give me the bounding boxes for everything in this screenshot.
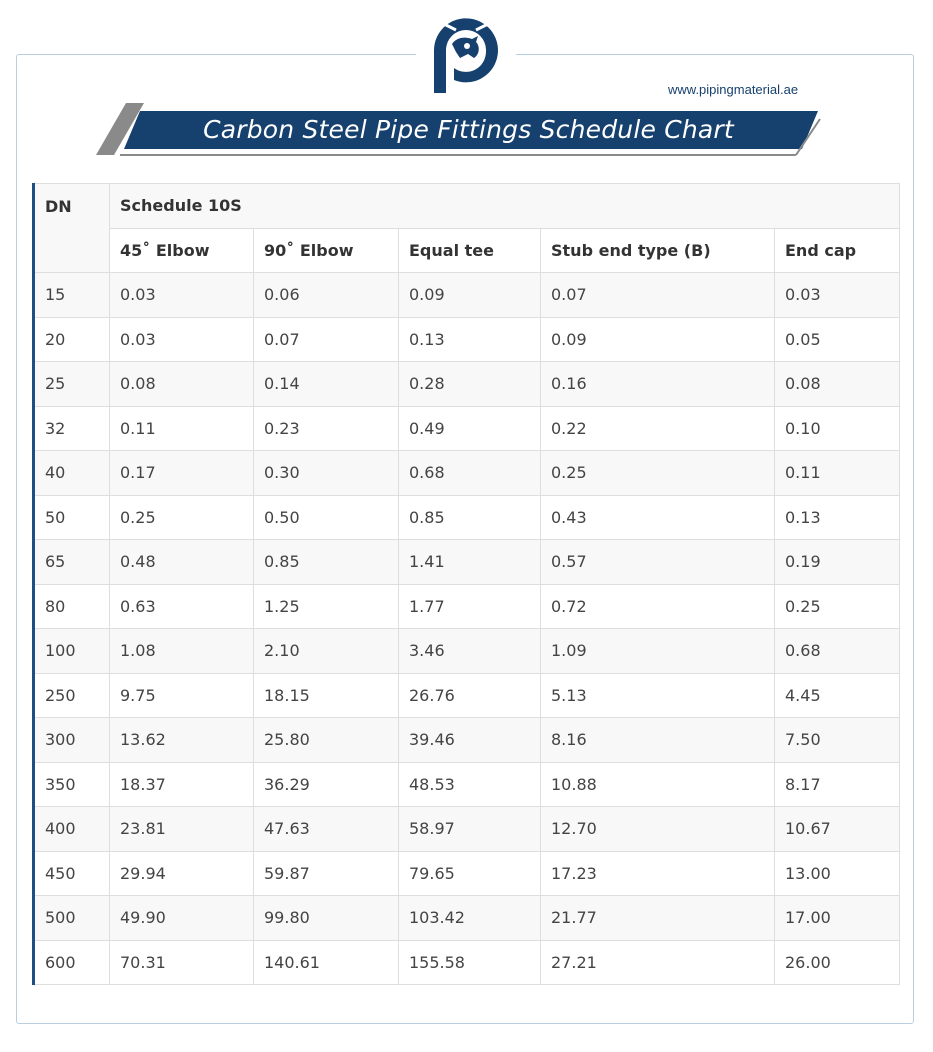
value-cell: 3.46 — [399, 629, 541, 674]
value-cell: 0.57 — [541, 540, 775, 585]
value-cell: 39.46 — [399, 718, 541, 763]
dn-cell: 450 — [34, 851, 110, 896]
value-cell: 0.85 — [399, 495, 541, 540]
dn-cell: 50 — [34, 495, 110, 540]
dn-header: DN — [34, 184, 110, 273]
value-cell: 59.87 — [254, 851, 399, 896]
value-cell: 0.23 — [254, 406, 399, 451]
value-cell: 1.77 — [399, 584, 541, 629]
value-cell: 0.03 — [110, 317, 254, 362]
value-cell: 18.37 — [110, 762, 254, 807]
value-cell: 140.61 — [254, 940, 399, 985]
value-cell: 0.25 — [110, 495, 254, 540]
value-cell: 1.08 — [110, 629, 254, 674]
value-cell: 0.14 — [254, 362, 399, 407]
value-cell: 155.58 — [399, 940, 541, 985]
value-cell: 0.11 — [110, 406, 254, 451]
schedule-table — [32, 183, 900, 985]
value-cell: 79.65 — [399, 851, 541, 896]
dn-cell: 100 — [34, 629, 110, 674]
value-cell: 17.00 — [775, 896, 900, 941]
value-cell: 17.23 — [541, 851, 775, 896]
table-row — [34, 762, 900, 807]
value-cell: 70.31 — [110, 940, 254, 985]
value-cell: 103.42 — [399, 896, 541, 941]
value-cell: 0.13 — [775, 495, 900, 540]
value-cell: 0.85 — [254, 540, 399, 585]
dn-cell: 250 — [34, 673, 110, 718]
value-cell: 26.76 — [399, 673, 541, 718]
value-cell: 0.19 — [775, 540, 900, 585]
table-header-row — [34, 184, 900, 229]
table-row — [34, 851, 900, 896]
table-row — [34, 718, 900, 763]
dn-cell: 80 — [34, 584, 110, 629]
dn-cell: 500 — [34, 896, 110, 941]
dn-cell: 40 — [34, 451, 110, 496]
value-cell: 0.10 — [775, 406, 900, 451]
value-cell: 0.30 — [254, 451, 399, 496]
value-cell: 12.70 — [541, 807, 775, 852]
value-cell: 1.41 — [399, 540, 541, 585]
logo-icon — [416, 8, 516, 104]
column-header: End cap — [775, 228, 900, 273]
column-header: 45˚ Elbow — [110, 228, 254, 273]
table-row — [34, 807, 900, 852]
site-url[interactable]: www.pipingmaterial.ae — [668, 82, 799, 97]
value-cell: 0.13 — [399, 317, 541, 362]
value-cell: 21.77 — [541, 896, 775, 941]
value-cell: 0.08 — [110, 362, 254, 407]
value-cell: 0.16 — [541, 362, 775, 407]
table-row — [34, 673, 900, 718]
table-row — [34, 629, 900, 674]
dn-cell: 600 — [34, 940, 110, 985]
dn-cell: 350 — [34, 762, 110, 807]
dn-cell: 25 — [34, 362, 110, 407]
value-cell: 0.11 — [775, 451, 900, 496]
value-cell: 0.68 — [775, 629, 900, 674]
table-row — [34, 273, 900, 318]
value-cell: 10.67 — [775, 807, 900, 852]
value-cell: 1.09 — [541, 629, 775, 674]
value-cell: 2.10 — [254, 629, 399, 674]
table-row — [34, 495, 900, 540]
table-row — [34, 317, 900, 362]
value-cell: 0.68 — [399, 451, 541, 496]
value-cell: 0.03 — [110, 273, 254, 318]
value-cell: 0.22 — [541, 406, 775, 451]
table-row — [34, 451, 900, 496]
value-cell: 0.07 — [541, 273, 775, 318]
value-cell: 47.63 — [254, 807, 399, 852]
dn-cell: 32 — [34, 406, 110, 451]
value-cell: 36.29 — [254, 762, 399, 807]
column-header: Stub end type (B) — [541, 228, 775, 273]
value-cell: 0.25 — [775, 584, 900, 629]
value-cell: 0.09 — [399, 273, 541, 318]
value-cell: 99.80 — [254, 896, 399, 941]
value-cell: 13.00 — [775, 851, 900, 896]
value-cell: 7.50 — [775, 718, 900, 763]
value-cell: 8.16 — [541, 718, 775, 763]
value-cell: 0.17 — [110, 451, 254, 496]
title-banner — [96, 103, 826, 159]
column-header: Equal tee — [399, 228, 541, 273]
value-cell: 29.94 — [110, 851, 254, 896]
value-cell: 4.45 — [775, 673, 900, 718]
value-cell: 5.13 — [541, 673, 775, 718]
value-cell: 25.80 — [254, 718, 399, 763]
value-cell: 0.03 — [775, 273, 900, 318]
table-row — [34, 584, 900, 629]
value-cell: 10.88 — [541, 762, 775, 807]
schedule-group-header: Schedule 10S — [110, 184, 900, 229]
value-cell: 0.06 — [254, 273, 399, 318]
value-cell: 9.75 — [110, 673, 254, 718]
table-row — [34, 540, 900, 585]
column-header: 90˚ Elbow — [254, 228, 399, 273]
page-title: Carbon Steel Pipe Fittings Schedule Chart — [203, 115, 734, 144]
dn-cell: 300 — [34, 718, 110, 763]
value-cell: 0.08 — [775, 362, 900, 407]
value-cell: 0.09 — [541, 317, 775, 362]
value-cell: 0.72 — [541, 584, 775, 629]
value-cell: 26.00 — [775, 940, 900, 985]
dn-cell: 400 — [34, 807, 110, 852]
value-cell: 23.81 — [110, 807, 254, 852]
table-row — [34, 940, 900, 985]
value-cell: 0.28 — [399, 362, 541, 407]
dn-cell: 65 — [34, 540, 110, 585]
table-row — [34, 362, 900, 407]
value-cell: 0.07 — [254, 317, 399, 362]
value-cell: 0.43 — [541, 495, 775, 540]
value-cell: 0.63 — [110, 584, 254, 629]
dn-cell: 15 — [34, 273, 110, 318]
value-cell: 1.25 — [254, 584, 399, 629]
value-cell: 8.17 — [775, 762, 900, 807]
value-cell: 48.53 — [399, 762, 541, 807]
value-cell: 27.21 — [541, 940, 775, 985]
brand-logo — [416, 8, 516, 104]
value-cell: 0.48 — [110, 540, 254, 585]
value-cell: 0.05 — [775, 317, 900, 362]
table-row — [34, 896, 900, 941]
value-cell: 0.50 — [254, 495, 399, 540]
value-cell: 58.97 — [399, 807, 541, 852]
value-cell: 13.62 — [110, 718, 254, 763]
dn-cell: 20 — [34, 317, 110, 362]
value-cell: 18.15 — [254, 673, 399, 718]
table-row — [34, 406, 900, 451]
value-cell: 49.90 — [110, 896, 254, 941]
value-cell: 0.49 — [399, 406, 541, 451]
value-cell: 0.25 — [541, 451, 775, 496]
column-header-row — [34, 228, 900, 273]
